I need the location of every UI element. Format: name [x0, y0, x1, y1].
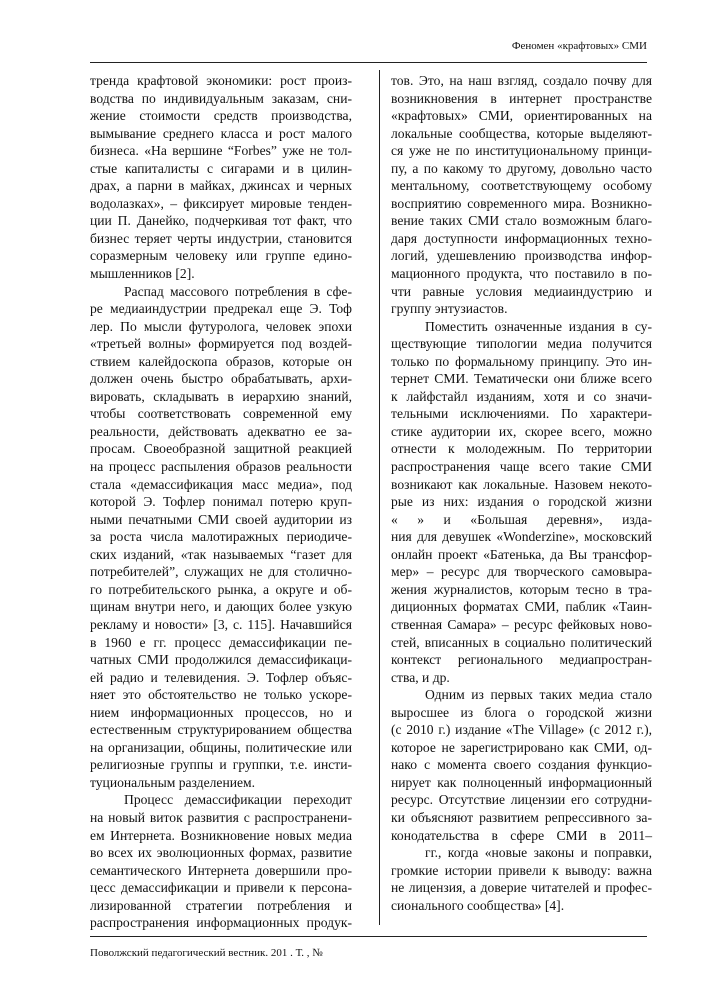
- text-line: стике аудитории их, скорее всего, можно: [391, 423, 652, 439]
- text-line: чти равные условия медиаиндустрию и: [391, 283, 652, 299]
- text-line: в 1960 е гг. процесс демассификации пе-: [90, 634, 352, 650]
- text-line: реальности, действовать адекватно ее за-: [90, 423, 352, 439]
- text-line: ции П. Данейко, подчеркивая тот факт, что: [90, 213, 352, 229]
- text-line: драх, а парни в майках, джинсах и черных: [90, 178, 352, 194]
- text-line: жение стоимости средств производства,: [90, 108, 352, 124]
- text-line: мышленников [2].: [90, 266, 195, 282]
- text-line: няет это обстоятельство не только ускоре-: [90, 687, 352, 703]
- text-line: нирует как полноценный информационный: [391, 774, 652, 790]
- text-line: распространения информационных продук-: [90, 915, 352, 931]
- text-line: ских изданий, «так называемых “газет для: [90, 546, 352, 562]
- text-line: вение таких СМИ стало возможным благо-: [391, 213, 652, 229]
- text-line: щинам внутри него, и дающих более узкую: [90, 599, 352, 615]
- header-rule: [90, 62, 647, 63]
- text-line: ки объясняют развитием репрессивного за-: [391, 809, 652, 825]
- text-line: конодательства в сфере СМИ в 2011–: [391, 827, 652, 843]
- text-line: Распад массового потребления в сфе-: [124, 283, 352, 299]
- text-line: ем Интернета. Возникновение новых медиа: [90, 827, 352, 843]
- text-line: онлайн проект «Батенька, да Вы трансфор-: [391, 546, 652, 562]
- text-line: возникают как локальные. Назовем некото-: [391, 476, 652, 492]
- text-line: ществующие типологии медиа получится: [391, 336, 652, 352]
- text-line: бизнеса. «На вершине “Forbes” уже не тол-: [90, 143, 352, 159]
- left-text-column: [90, 72, 352, 932]
- text-line: только по формальному принципу. Это ин-: [391, 353, 652, 369]
- text-line: чтобы соответствовать современной ему: [90, 406, 352, 422]
- text-line: на процесс распыления образов реальности: [90, 459, 352, 475]
- text-line: водства по индивидуальным заказам, сни-: [90, 90, 352, 106]
- text-line: « » и «Большая деревня», изда-: [391, 511, 652, 527]
- text-line: тельными исключениями. По характери-: [391, 406, 652, 422]
- text-line: громкие истории привели к выводу: важна: [391, 862, 652, 878]
- text-line: ными печатными СМИ своей аудитории из: [90, 511, 352, 527]
- text-line: соразмерным человеку или группе едино-: [90, 248, 352, 264]
- text-line: ре медиаиндустрии предрекал еще Э. Тоф: [90, 301, 352, 317]
- text-line: «крафтовых» СМИ, ориентированных на: [391, 108, 652, 124]
- text-line: вировать, складывать в иерархию знаний,: [90, 388, 352, 404]
- text-line: стала «демассификация масс медиа», под: [90, 476, 352, 492]
- text-line: должен очень быстро обрабатывать, архи-: [90, 371, 352, 387]
- text-line: лер. По мысли футуролога, человек эпохи: [90, 318, 352, 334]
- text-line: на организации, общины, политические или: [90, 739, 352, 755]
- text-line: «третьей волны» формируется под воздей-: [90, 336, 352, 352]
- text-line: тернет СМИ. Тематически они ближе всего: [391, 371, 652, 387]
- text-line: тов. Это, на наш взгляд, создало почву для: [391, 73, 652, 88]
- text-line: ресурс. Отсутствие лицензии его сотрудни-: [391, 792, 652, 808]
- text-line: жения журналистов, которым тесно в тра-: [391, 581, 652, 597]
- text-line: ей радио и телевидения. Э. Тофлер объяс-: [90, 669, 352, 685]
- text-line: ментальному, соответствующему особому: [391, 178, 652, 194]
- text-line: вымывание среднего класса и рост малого: [90, 125, 352, 141]
- text-line: сионального сообщества» [4].: [391, 897, 565, 913]
- text-line: стые капиталисты с сигарами и в цилин-: [90, 160, 352, 176]
- text-line: гг., когда «новые законы и поправки,: [425, 845, 652, 861]
- text-line: к лайфстайл изданиям, хотя и со значи-: [391, 388, 652, 404]
- text-line: ственная Самара» – ресурс фейковых ново-: [391, 616, 652, 632]
- text-line: отнести к молодежным. По территории: [391, 441, 652, 457]
- journal-footer: Поволжский педагогический вестник. 201 . Т. , №: [90, 947, 323, 959]
- text-line: туциональным разделением.: [90, 774, 256, 790]
- text-line: на новый виток развития с распространени-: [90, 809, 352, 825]
- text-line: диционных форматах СМИ, паблик «Таин-: [391, 599, 652, 615]
- text-line: естественным структурированием общества: [90, 722, 352, 738]
- running-title: Феномен «крафтовых» СМИ: [511, 40, 647, 52]
- text-line: даря доступности информационных техно-: [391, 230, 652, 246]
- text-line: цесс демассификации и привели к персона-: [90, 880, 352, 896]
- text-line: (с 2010 г.) издание «The Village» (с 2012 г.),: [391, 722, 652, 738]
- text-line: рые из них: издания о городской жизни: [391, 494, 652, 510]
- text-line: распространения чаще всего такие СМИ: [391, 459, 652, 475]
- text-line: пу, а по какому то другому, довольно часто: [391, 160, 652, 176]
- text-line: Процесс демассификации переходит: [124, 792, 352, 808]
- right-text-column: [391, 72, 652, 914]
- text-line: во всех их эволюционных формах, развитие: [90, 845, 352, 861]
- text-line: возникновения в интернет пространстве: [391, 90, 652, 106]
- text-line: лизированной стратегии потребления и: [90, 897, 352, 913]
- text-line: потребителей”, служащих не для столично-: [90, 564, 352, 580]
- text-line: нием информационных процессов, но и: [90, 704, 352, 720]
- text-line: которой Э. Тофлер понимал потерю круп-: [90, 494, 352, 510]
- footer-rule: [90, 936, 647, 937]
- text-line: тренда крафтовой экономики: рост произ-: [90, 73, 352, 88]
- text-line: нако с момента своего создания функцио-: [391, 757, 652, 773]
- text-line: бизнес теряет черты индустрии, становится: [90, 230, 352, 246]
- text-line: ствием калейдоскопа образов, которые он: [90, 353, 352, 369]
- text-line: рекламу и новости» [3, с. 115]. Начавшийся: [90, 616, 352, 632]
- text-line: ся уже не по институциональному принци-: [391, 143, 652, 159]
- text-line: ния для девушек «Wonderzine», московский: [391, 529, 652, 545]
- text-line: стей, вписанных в социально политический: [391, 634, 652, 650]
- text-line: за роста числа малотиражных периодиче-: [90, 529, 352, 545]
- text-line: Одним из первых таких медиа стало: [425, 687, 652, 703]
- text-line: водолазках», – фиксирует мировые тенден-: [90, 195, 352, 211]
- column-divider: [379, 70, 380, 925]
- text-line: контекст регионального медиапростран-: [391, 652, 652, 668]
- text-line: ства, и др.: [391, 669, 450, 685]
- text-line: семантического Интернета довершили про-: [90, 862, 352, 878]
- text-line: восприятию современного мира. Возникно-: [391, 195, 652, 211]
- text-line: религиозные группы и группки, т.е. инсти-: [90, 757, 352, 773]
- text-line: не лицензия, а доверие читателей и профес-: [391, 880, 652, 896]
- text-line: логий, удешевлению производства инфор-: [391, 248, 652, 264]
- text-line: чатных СМИ продолжился демассификаци-: [90, 652, 352, 668]
- text-line: которое не зарегистрировано как СМИ, од-: [391, 739, 652, 755]
- text-line: го потребительского рынка, а округе и об-: [90, 581, 352, 597]
- text-line: просам. Своеобразной защитной реакцией: [90, 441, 352, 457]
- text-line: выросшее из блога о городской жизни: [391, 704, 652, 720]
- text-line: мационного продукта, что поставило в по-: [391, 266, 652, 282]
- text-line: Поместить означенные издания в су-: [425, 318, 652, 334]
- text-line: локальные сообщества, которые выделяют-: [391, 125, 652, 141]
- text-line: мер» – ресурс для творческого самовыра-: [391, 564, 652, 580]
- text-line: группу энтузиастов.: [391, 301, 508, 317]
